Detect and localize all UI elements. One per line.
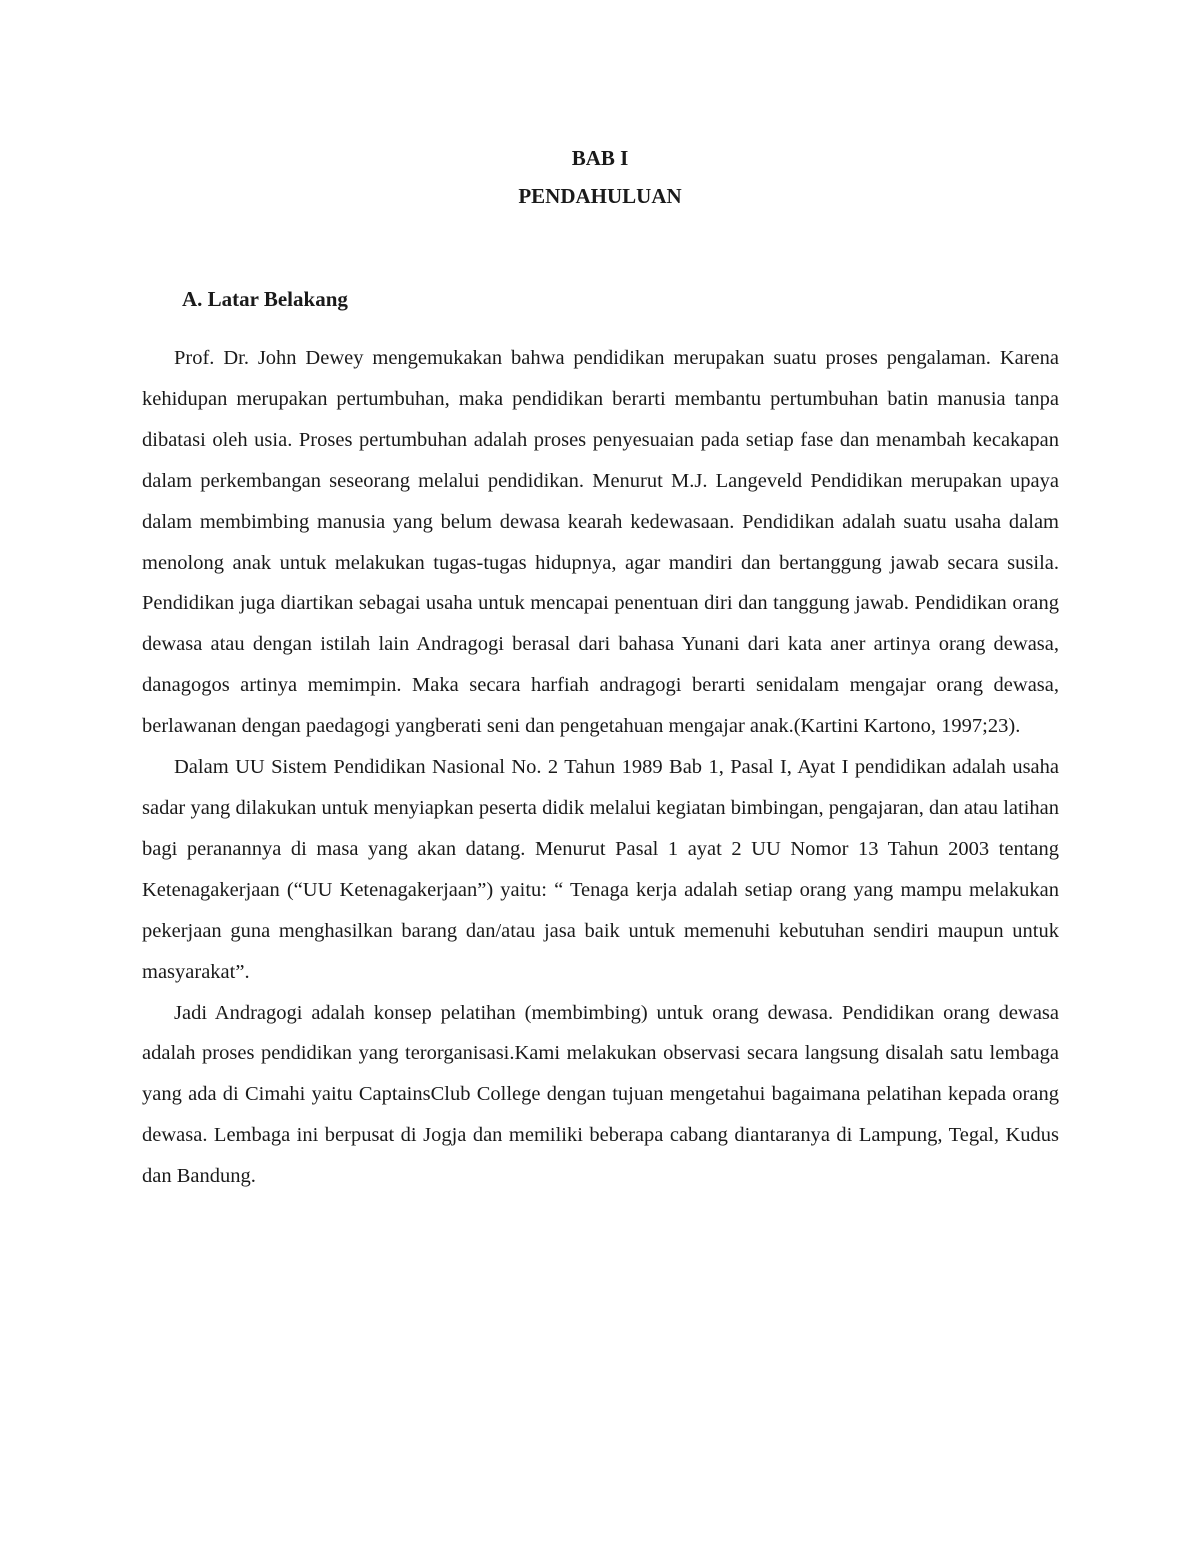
paragraph: Prof. Dr. John Dewey mengemukakan bahwa pendidikan merupakan suatu proses pengalaman. Karena kehidupan merupakan pertumbuhan, maka pendidikan berarti membantu pertumbuhan batin manusia tanpa dibatasi oleh usia. Proses pertumbuhan adalah proses penyesuaian pada setiap fase dan menambah kecakapan dalam perkembangan seseorang melalui pendidikan. Menurut M.J. Langeveld Pendidikan merupakan upaya dalam membimbing manusia yang belum dewasa kearah kedewasaan. Pendidikan adalah suatu usaha dalam menolong anak untuk melakukan tugas-tugas hidupnya, agar mandiri dan bertanggung jawab secara susila. Pendidikan juga diartikan sebagai usaha untuk mencapai penentuan diri dan tanggung jawab. Pendidikan orang dewasa atau dengan istilah lain Andragogi berasal dari bahasa Yunani dari kata aner artinya orang dewasa, danagogos artinya memimpin. Maka secara harfiah andragogi berarti senidalam mengajar orang dewasa, berlawanan dengan paedagogi yangberati seni dan pengetahuan mengajar anak.(Kartini Kartono, 1997;23). bbox=[142, 347, 1059, 738]
paragraph: Dalam UU Sistem Pendidikan Nasional No. 2 Tahun 1989 Bab 1, Pasal I, Ayat I pendidikan adalah usaha sadar yang dilakukan untuk menyiapkan peserta didik melalui kegiatan bimbingan, pengajaran, dan atau latihan bagi peranannya di masa yang akan datang. Menurut Pasal 1 ayat 2 UU Nomor 13 Tahun 2003 tentang Ketenagakerjaan (“UU Ketenagakerjaan”) yaitu: “ Tenaga kerja adalah setiap orang yang mampu melakukan pekerjaan guna menghasilkan barang dan/atau jasa baik untuk memenuhi kebutuhan sendiri maupun untuk masyarakat”. bbox=[142, 756, 1059, 983]
paragraph: Jadi Andragogi adalah konsep pelatihan (membimbing) untuk orang dewasa. Pendidikan orang dewasa adalah proses pendidikan yang terorganisasi.Kami melakukan observasi secara langsung disalah satu lembaga yang ada di Cimahi yaitu CaptainsClub College dengan tujuan mengetahui bagaimana pelatihan kepada orang dewasa. Lembaga ini berpusat di Jogja dan memiliki beberapa cabang diantaranya di Lampung, Tegal, Kudus dan Bandung. bbox=[142, 1001, 1059, 1188]
chapter-title: PENDAHULUAN bbox=[518, 184, 682, 208]
section-heading: A. Latar Belakang bbox=[182, 287, 348, 311]
chapter-number: BAB I bbox=[571, 146, 629, 170]
body-text bbox=[142, 338, 1059, 1197]
